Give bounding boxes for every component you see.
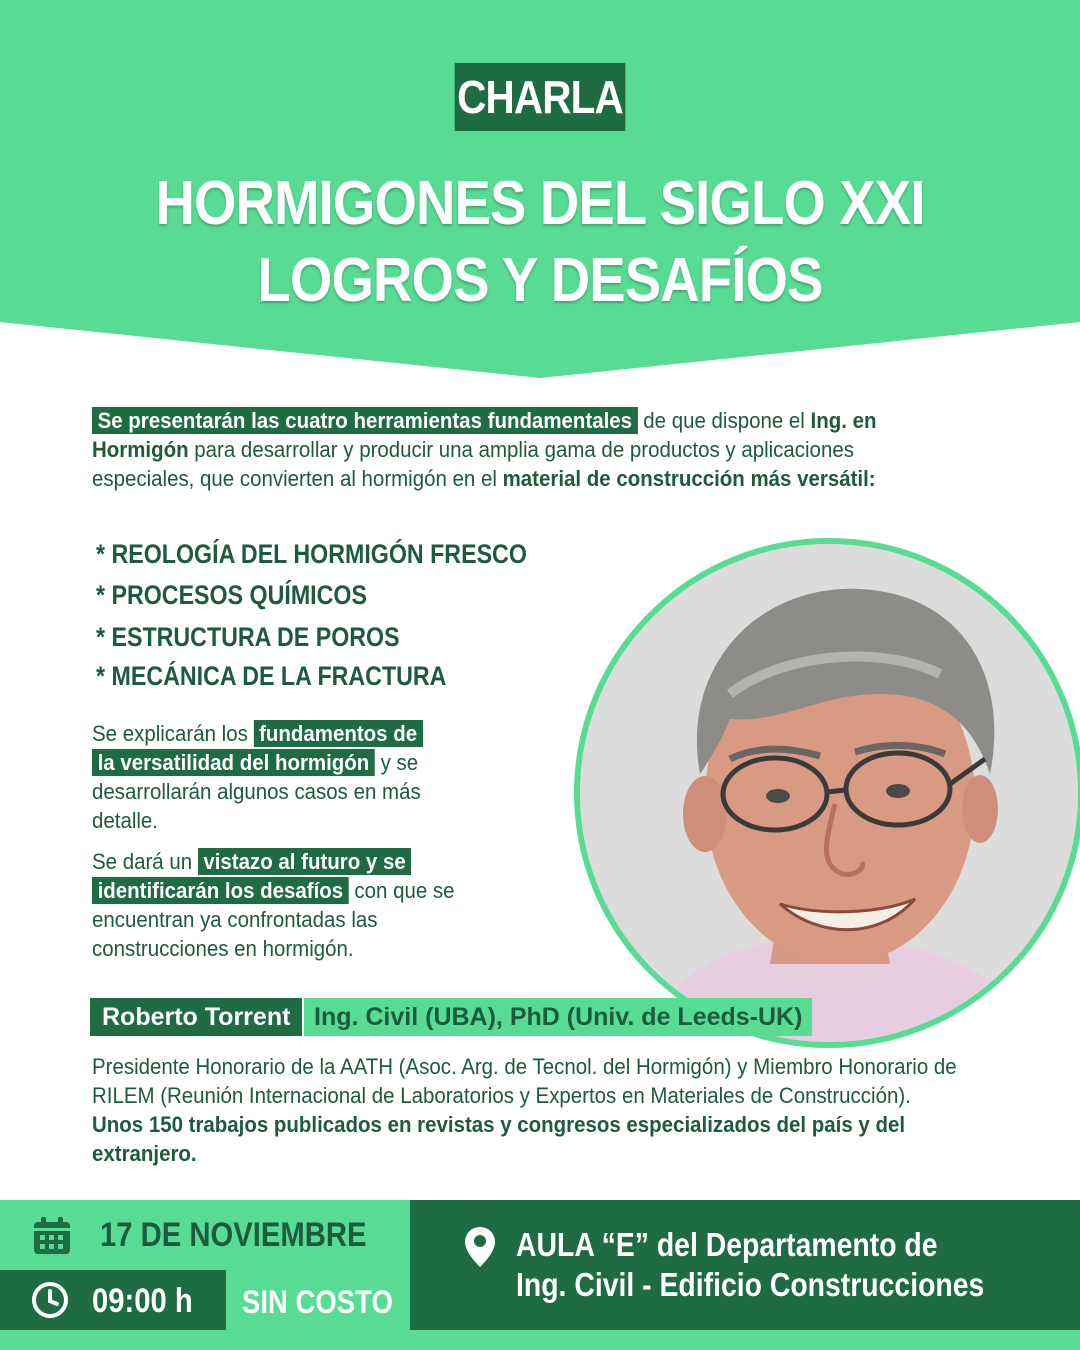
speaker-name: Roberto Torrent [90,998,302,1036]
topic-item: * REOLOGÍA DEL HORMIGÓN FRESCO [96,539,527,569]
versatility-paragraph [92,719,512,835]
event-location-line1: AULA “E” del Departamento de [516,1226,938,1263]
intro-paragraph [92,406,942,493]
event-title-line2: LOGROS Y DESAFÍOS [257,246,823,315]
location-pin-icon [464,1226,496,1268]
para1-text2: y se desarrollarán algunos casos en más detalle. [92,750,421,833]
bio-bold: Unos 150 trabajos publicados en revistas y congresos especializados del país y del extranjero. [92,1112,906,1166]
intro-bold1: Ing. en Hormigón [92,408,877,462]
topic-item: * MECÁNICA DE LA FRACTURA [96,661,447,691]
event-cost: SIN COSTO [242,1284,393,1320]
event-date: 17 DE NOVIEMBRE [100,1216,367,1254]
clock-icon [30,1280,70,1320]
event-time: 09:00 h [92,1282,193,1320]
para1-highlight2: la versatilidad del hormigón [92,749,375,776]
topic-item: * ESTRUCTURA DE POROS [96,622,400,652]
intro-text1: de que dispone el [637,408,811,433]
calendar-icon [32,1216,72,1256]
speaker-photo [574,538,1080,1048]
para1-text1: Se explicarán los [92,721,254,746]
footer-location-block [410,1200,1080,1330]
event-title-line1: HORMIGONES DEL SIGLO XXI [155,169,925,238]
speaker-credentials: Ing. Civil (UBA), PhD (Univ. de Leeds-UK) [304,998,812,1036]
speaker-bio [92,1052,962,1168]
para2-highlight1: vistazo al futuro y se [198,848,412,875]
intro-highlight: Se presentarán las cuatro herramientas fundamentales [92,407,638,434]
speaker-portrait-illustration [580,544,1078,1042]
event-type-tag: CHARLA [455,63,626,131]
header-banner [0,0,1080,380]
intro-bold2: material de construcción más versátil: [502,466,876,491]
event-location-line2: Ing. Civil - Edificio Construcciones [516,1266,985,1303]
para1-highlight1: fundamentos de [254,720,423,747]
bio-text: Presidente Honorario de la AATH (Asoc. Arg. de Tecnol. del Hormigón) y Miembro Honorario de RILEM (Reunión Internacional de Laboratorios y Expertos en Materiales de Construcción). [92,1054,957,1108]
future-paragraph [92,847,512,963]
para2-text2: con que se encuentran ya confrontadas las construcciones en hormigón. [92,878,455,961]
para2-highlight2: identificarán los desafíos [92,877,349,904]
topic-item: * PROCESOS QUÍMICOS [96,580,367,610]
intro-text2: para desarrollar y producir una amplia gama de productos y aplicaciones especiales, que convierten al hormigón en el [92,437,854,491]
para2-text1: Se dará un [92,849,198,874]
footer-bottom-strip [0,1330,1080,1350]
